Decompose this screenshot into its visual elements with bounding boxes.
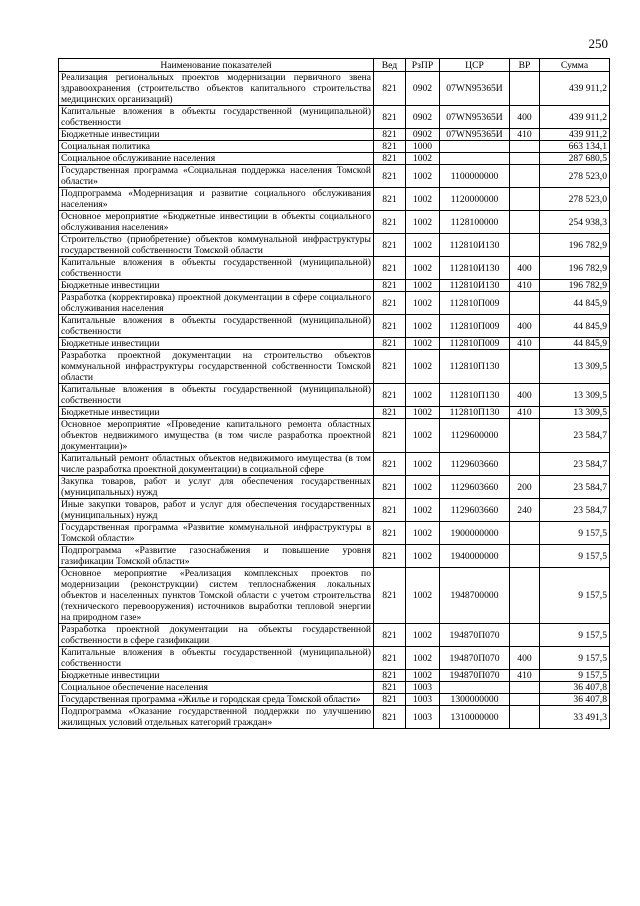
header-ved: Вед [374, 59, 406, 72]
cell-vr [510, 72, 540, 106]
cell-rzpr: 1002 [406, 419, 440, 453]
cell-csr: 1300000000 [440, 694, 510, 706]
table-row [59, 419, 610, 453]
cell-sum: 44 845,9 [540, 292, 610, 315]
cell-sum: 44 845,9 [540, 338, 610, 350]
cell-ved: 821 [374, 350, 406, 384]
cell-csr [440, 141, 510, 153]
cell-ved: 821 [374, 694, 406, 706]
cell-csr: 1948700000 [440, 568, 510, 624]
cell-rzpr: 1003 [406, 694, 440, 706]
page-number: 250 [588, 36, 608, 51]
cell-sum: 196 782,9 [540, 257, 610, 280]
cell-ved: 821 [374, 234, 406, 257]
cell-csr: 1900000000 [440, 522, 510, 545]
cell-sum: 33 491,3 [540, 706, 610, 729]
cell-vr [510, 682, 540, 694]
cell-ved: 821 [374, 545, 406, 568]
cell-rzpr: 1002 [406, 211, 440, 234]
cell-csr: 1120000000 [440, 188, 510, 211]
cell-csr [440, 682, 510, 694]
cell-name: Основное мероприятие «Проведение капитального ремонта областных объектов недвижимого имущества (в том числе разработка проектной документации)» [59, 419, 374, 453]
cell-ved: 821 [374, 257, 406, 280]
cell-rzpr: 1002 [406, 257, 440, 280]
cell-csr: 1940000000 [440, 545, 510, 568]
cell-csr: 112810П009 [440, 315, 510, 338]
cell-ved: 821 [374, 419, 406, 453]
cell-rzpr: 1002 [406, 499, 440, 522]
cell-ved: 821 [374, 338, 406, 350]
cell-sum: 278 523,0 [540, 188, 610, 211]
cell-rzpr: 1002 [406, 315, 440, 338]
cell-csr: 1100000000 [440, 165, 510, 188]
table-row [59, 384, 610, 407]
cell-vr: 410 [510, 129, 540, 141]
cell-rzpr: 1002 [406, 165, 440, 188]
cell-vr [510, 188, 540, 211]
cell-vr: 410 [510, 338, 540, 350]
table-row [59, 624, 610, 647]
table-row [59, 350, 610, 384]
cell-ved: 821 [374, 188, 406, 211]
cell-sum: 13 309,5 [540, 350, 610, 384]
cell-csr: 112810П009 [440, 338, 510, 350]
cell-rzpr: 0902 [406, 106, 440, 129]
header-name: Наименование показателей [59, 59, 374, 72]
table-row [59, 165, 610, 188]
cell-sum: 196 782,9 [540, 234, 610, 257]
table-row [59, 234, 610, 257]
cell-name: Капитальные вложения в объекты государственной (муниципальной) собственности [59, 384, 374, 407]
table-row [59, 499, 610, 522]
cell-csr: 112810И130 [440, 234, 510, 257]
cell-vr [510, 522, 540, 545]
cell-csr: 194870П070 [440, 624, 510, 647]
cell-csr: 07WN95365И [440, 129, 510, 141]
cell-rzpr: 1002 [406, 568, 440, 624]
cell-sum: 23 584,7 [540, 499, 610, 522]
cell-name: Капитальные вложения в объекты государственной (муниципальной) собственности [59, 647, 374, 670]
cell-vr: 400 [510, 106, 540, 129]
table-row [59, 522, 610, 545]
cell-ved: 821 [374, 407, 406, 419]
cell-vr [510, 350, 540, 384]
cell-rzpr: 1002 [406, 522, 440, 545]
table-row [59, 129, 610, 141]
table-row [59, 188, 610, 211]
cell-vr: 400 [510, 315, 540, 338]
cell-ved: 821 [374, 292, 406, 315]
table-row [59, 106, 610, 129]
cell-vr: 240 [510, 499, 540, 522]
cell-rzpr: 1002 [406, 153, 440, 165]
cell-sum: 36 407,8 [540, 694, 610, 706]
cell-sum: 23 584,7 [540, 419, 610, 453]
cell-ved: 821 [374, 72, 406, 106]
cell-vr [510, 211, 540, 234]
cell-name: Капитальные вложения в объекты государственной (муниципальной) собственности [59, 257, 374, 280]
cell-name: Капитальный ремонт областных объектов недвижимого имущества (в том числе разработка проектной документации) в социальной сфере [59, 453, 374, 476]
cell-ved: 821 [374, 280, 406, 292]
cell-ved: 821 [374, 315, 406, 338]
cell-rzpr: 1002 [406, 476, 440, 499]
table-header-row [59, 59, 610, 72]
cell-sum: 36 407,8 [540, 682, 610, 694]
cell-csr: 194870П070 [440, 647, 510, 670]
cell-name: Разработка (корректировка) проектной документации в сфере социального обслуживания населения [59, 292, 374, 315]
table-row [59, 407, 610, 419]
table-row [59, 211, 610, 234]
cell-rzpr: 1003 [406, 706, 440, 729]
cell-sum: 439 911,2 [540, 129, 610, 141]
table-row [59, 647, 610, 670]
cell-vr [510, 234, 540, 257]
cell-csr [440, 153, 510, 165]
cell-name: Основное мероприятие «Бюджетные инвестиции в объекты социального обслуживания населения» [59, 211, 374, 234]
cell-csr: 1129603660 [440, 499, 510, 522]
cell-ved: 821 [374, 522, 406, 545]
cell-csr: 112810П009 [440, 292, 510, 315]
cell-vr [510, 153, 540, 165]
cell-rzpr: 1002 [406, 647, 440, 670]
cell-rzpr: 1002 [406, 292, 440, 315]
cell-ved: 821 [374, 453, 406, 476]
cell-sum: 287 680,5 [540, 153, 610, 165]
cell-name: Социальная политика [59, 141, 374, 153]
cell-name: Социальное обслуживание населения [59, 153, 374, 165]
cell-rzpr: 1002 [406, 407, 440, 419]
cell-csr: 1129603660 [440, 476, 510, 499]
cell-csr: 112810И130 [440, 257, 510, 280]
table-row [59, 453, 610, 476]
table-row [59, 545, 610, 568]
cell-ved: 821 [374, 647, 406, 670]
cell-name: Подпрограмма «Развитие газоснабжения и повышение уровня газификации Томской области» [59, 545, 374, 568]
cell-ved: 821 [374, 682, 406, 694]
cell-csr: 194870П070 [440, 670, 510, 682]
cell-sum: 13 309,5 [540, 407, 610, 419]
cell-sum: 44 845,9 [540, 315, 610, 338]
cell-name: Подпрограмма «Модернизация и развитие социального обслуживания населения» [59, 188, 374, 211]
cell-name: Социальное обеспечение населения [59, 682, 374, 694]
cell-rzpr: 1002 [406, 384, 440, 407]
cell-vr [510, 292, 540, 315]
cell-csr: 1128100000 [440, 211, 510, 234]
cell-name: Основное мероприятие «Реализация комплексных проектов по модернизации (реконструкции) систем теплоснабжения локальных объектов и населенных пунктов Томской области с учетом строительства (технического перевооружения) источников выработки тепловой энергии на природном газе» [59, 568, 374, 624]
table-row [59, 315, 610, 338]
cell-vr [510, 545, 540, 568]
cell-vr [510, 419, 540, 453]
cell-rzpr: 1002 [406, 280, 440, 292]
table-row [59, 568, 610, 624]
cell-vr: 410 [510, 407, 540, 419]
table-row [59, 338, 610, 350]
cell-csr: 1310000000 [440, 706, 510, 729]
cell-vr [510, 568, 540, 624]
header-rzpr: РзПР [406, 59, 440, 72]
cell-sum: 9 157,5 [540, 568, 610, 624]
cell-ved: 821 [374, 624, 406, 647]
cell-vr [510, 165, 540, 188]
cell-vr [510, 706, 540, 729]
cell-csr: 112810И130 [440, 280, 510, 292]
cell-rzpr: 1002 [406, 234, 440, 257]
cell-sum: 278 523,0 [540, 165, 610, 188]
header-csr: ЦСР [440, 59, 510, 72]
cell-sum: 254 938,3 [540, 211, 610, 234]
cell-ved: 821 [374, 476, 406, 499]
table-row [59, 706, 610, 729]
cell-csr: 112810П130 [440, 407, 510, 419]
cell-vr: 400 [510, 384, 540, 407]
cell-name: Разработка проектной документации на объекты государственной собственности в сфере газификации [59, 624, 374, 647]
cell-name: Закупка товаров, работ и услуг для обеспечения государственных (муниципальных) нужд [59, 476, 374, 499]
cell-vr: 400 [510, 257, 540, 280]
cell-rzpr: 1002 [406, 624, 440, 647]
cell-csr: 112810П130 [440, 350, 510, 384]
table-row [59, 257, 610, 280]
cell-vr: 410 [510, 670, 540, 682]
header-sum: Сумма [540, 59, 610, 72]
cell-rzpr: 1000 [406, 141, 440, 153]
cell-sum: 23 584,7 [540, 453, 610, 476]
cell-rzpr: 1003 [406, 682, 440, 694]
cell-rzpr: 1002 [406, 545, 440, 568]
cell-name: Бюджетные инвестиции [59, 129, 374, 141]
table-row [59, 292, 610, 315]
cell-ved: 821 [374, 568, 406, 624]
table-row [59, 670, 610, 682]
cell-csr: 112810П130 [440, 384, 510, 407]
cell-sum: 439 911,2 [540, 106, 610, 129]
cell-name: Реализация региональных проектов модернизации первичного звена здравоохранения (строительство объектов капитального строительства медицинских организаций) [59, 72, 374, 106]
cell-rzpr: 0902 [406, 72, 440, 106]
cell-name: Разработка проектной документации на строительство объектов коммунальной инфраструктуры государственной собственности Томской области [59, 350, 374, 384]
cell-name: Государственная программа «Жилье и городская среда Томской области» [59, 694, 374, 706]
cell-sum: 13 309,5 [540, 384, 610, 407]
cell-vr: 400 [510, 647, 540, 670]
cell-ved: 821 [374, 499, 406, 522]
header-vr: ВР [510, 59, 540, 72]
cell-rzpr: 1002 [406, 350, 440, 384]
cell-csr: 1129603660 [440, 453, 510, 476]
table-row [59, 694, 610, 706]
table-row [59, 72, 610, 106]
cell-csr: 1129600000 [440, 419, 510, 453]
cell-csr: 07WN95365И [440, 106, 510, 129]
cell-name: Капитальные вложения в объекты государственной (муниципальной) собственности [59, 315, 374, 338]
cell-name: Государственная программа «Развитие коммунальной инфраструктуры в Томской области» [59, 522, 374, 545]
cell-rzpr: 1002 [406, 453, 440, 476]
cell-name: Подпрограмма «Оказание государственной поддержки по улучшению жилищных условий отдельных категорий граждан» [59, 706, 374, 729]
cell-rzpr: 1002 [406, 338, 440, 350]
cell-sum: 9 157,5 [540, 670, 610, 682]
cell-ved: 821 [374, 141, 406, 153]
cell-sum: 9 157,5 [540, 545, 610, 568]
table-row [59, 141, 610, 153]
cell-ved: 821 [374, 384, 406, 407]
cell-name: Капитальные вложения в объекты государственной (муниципальной) собственности [59, 106, 374, 129]
cell-name: Бюджетные инвестиции [59, 670, 374, 682]
cell-sum: 196 782,9 [540, 280, 610, 292]
table-row [59, 153, 610, 165]
cell-sum: 9 157,5 [540, 522, 610, 545]
cell-rzpr: 1002 [406, 670, 440, 682]
cell-sum: 439 911,2 [540, 72, 610, 106]
cell-vr [510, 141, 540, 153]
cell-ved: 821 [374, 670, 406, 682]
cell-vr [510, 694, 540, 706]
table-row [59, 476, 610, 499]
cell-csr: 07WN95365И [440, 72, 510, 106]
cell-name: Бюджетные инвестиции [59, 280, 374, 292]
table-row [59, 280, 610, 292]
cell-sum: 663 134,1 [540, 141, 610, 153]
cell-ved: 821 [374, 706, 406, 729]
cell-sum: 23 584,7 [540, 476, 610, 499]
cell-ved: 821 [374, 211, 406, 234]
table-body [59, 72, 610, 729]
cell-name: Строительство (приобретение) объектов коммунальной инфраструктуры государственной собственности Томской области [59, 234, 374, 257]
cell-rzpr: 1002 [406, 188, 440, 211]
cell-name: Бюджетные инвестиции [59, 407, 374, 419]
cell-rzpr: 0902 [406, 129, 440, 141]
cell-vr [510, 453, 540, 476]
cell-name: Государственная программа «Социальная поддержка населения Томской области» [59, 165, 374, 188]
cell-sum: 9 157,5 [540, 647, 610, 670]
cell-ved: 821 [374, 153, 406, 165]
cell-name: Бюджетные инвестиции [59, 338, 374, 350]
cell-vr: 410 [510, 280, 540, 292]
cell-vr [510, 624, 540, 647]
cell-sum: 9 157,5 [540, 624, 610, 647]
cell-ved: 821 [374, 129, 406, 141]
table-row [59, 682, 610, 694]
cell-ved: 821 [374, 165, 406, 188]
budget-table [58, 58, 610, 729]
cell-ved: 821 [374, 106, 406, 129]
cell-name: Иные закупки товаров, работ и услуг для обеспечения государственных (муниципальных) нужд [59, 499, 374, 522]
cell-vr: 200 [510, 476, 540, 499]
